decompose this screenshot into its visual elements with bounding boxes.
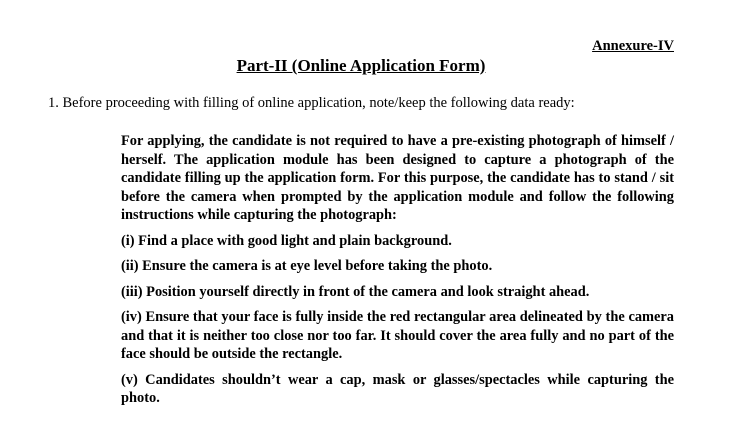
- instruction-item-3: (iii) Position yourself directly in front of the camera and look straight ahead.: [121, 283, 590, 300]
- instruction-item-4: (iv) Ensure that your face is fully inside the red rectangular area delineated by the camera and that it is neither too close nor too far. It should cover the area fully and no part of the face should be outside the rectangle.: [121, 309, 674, 362]
- instruction-item-1: (i) Find a place with good light and plain background.: [121, 232, 452, 249]
- photo-instructions-block: [121, 132, 674, 415]
- page-title: Part-II (Online Application Form): [236, 56, 486, 75]
- instruction-item-2: (ii) Ensure the camera is at eye level before taking the photo.: [121, 258, 493, 274]
- photo-note-paragraph: For applying, the candidate is not required to have a pre-existing photograph of himself / herself. The application module has been designed to capture a photograph of the candidate filling up the application form. For this purpose, the candidate has to stand / sit before the camera when prompted by the application module and follow the following instructions while capturing the photograph:: [121, 133, 674, 223]
- instruction-item-5: (v) Candidates shouldn’t wear a cap, mask or glasses/spectacles while capturing the photo.: [121, 371, 674, 406]
- annexure-label: Annexure-IV: [592, 38, 674, 54]
- intro-paragraph: 1. Before proceeding with filling of online application, note/keep the following data ready:: [48, 95, 575, 111]
